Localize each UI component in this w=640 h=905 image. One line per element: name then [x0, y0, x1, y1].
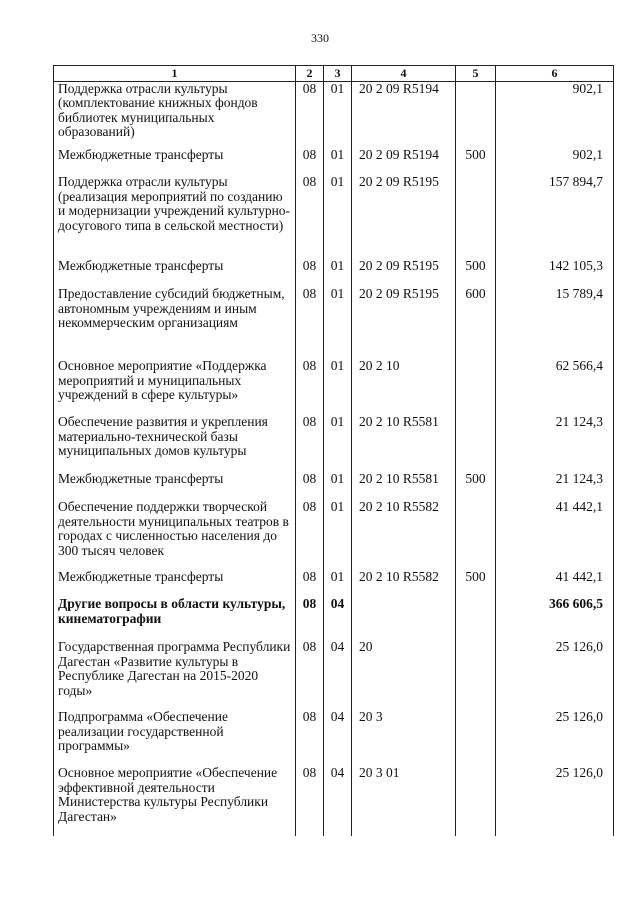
row-target-code: 20 2 10 R5581: [352, 472, 456, 500]
table-row: [54, 287, 614, 359]
header-row: [54, 66, 614, 82]
row-target-code: 20 2 10 R5582: [352, 500, 456, 570]
row-expense-type: 500: [456, 570, 496, 597]
row-expense-type: [456, 359, 496, 415]
row-amount: 902,1: [496, 148, 614, 175]
row-name: Государственная программа Республики Дагестан «Развитие культуры в Республике Дагестан на 2015-2020 годы»: [54, 640, 296, 710]
row-subsection-code: 04: [324, 597, 352, 640]
row-name: Подпрограмма «Обеспечение реализации государственной программы»: [54, 710, 296, 766]
row-section-code: 08: [296, 287, 324, 359]
row-name: Основное мероприятие «Поддержка мероприятий и муниципальных учреждений в сфере культуры»: [54, 359, 296, 415]
row-amount: 25 126,0: [496, 766, 614, 836]
budget-table: [53, 65, 614, 836]
table-row: [54, 640, 614, 710]
table-header: [54, 66, 614, 82]
table-row: [54, 472, 614, 500]
row-expense-type: [456, 597, 496, 640]
row-section-code: 08: [296, 640, 324, 710]
row-target-code: 20 3: [352, 710, 456, 766]
row-expense-type: 600: [456, 287, 496, 359]
row-section-code: 08: [296, 500, 324, 570]
row-name: Межбюджетные трансферты: [54, 259, 296, 287]
row-subsection-code: 01: [324, 415, 352, 472]
row-amount: 902,1: [496, 81, 614, 148]
row-amount: 41 442,1: [496, 500, 614, 570]
table-body: [54, 81, 614, 836]
row-name: Поддержка отрасли культуры (комплектование книжных фондов библиотек муниципальных образований): [54, 81, 296, 148]
row-target-code: 20 2 10 R5582: [352, 570, 456, 597]
row-amount: 15 789,4: [496, 287, 614, 359]
table-row: [54, 570, 614, 597]
row-name: Обеспечение поддержки творческой деятельности муниципальных театров в городах с численностью населения до 300 тысяч человек: [54, 500, 296, 570]
row-target-code: 20 2 09 R5195: [352, 259, 456, 287]
row-amount: 366 606,5: [496, 597, 614, 640]
row-name: Другие вопросы в области культуры, кинематографии: [54, 597, 296, 640]
row-name: Межбюджетные трансферты: [54, 570, 296, 597]
row-name: Основное мероприятие «Обеспечение эффективной деятельности Министерства культуры Республики Дагестан»: [54, 766, 296, 836]
row-target-code: 20 2 09 R5194: [352, 81, 456, 148]
row-subsection-code: 01: [324, 148, 352, 175]
row-target-code: [352, 597, 456, 640]
row-section-code: 08: [296, 81, 324, 148]
row-subsection-code: 04: [324, 710, 352, 766]
row-expense-type: 500: [456, 148, 496, 175]
header-col-1: 1: [54, 66, 296, 82]
header-col-6: 6: [496, 66, 614, 82]
row-target-code: 20 2 10 R5581: [352, 415, 456, 472]
row-section-code: 08: [296, 359, 324, 415]
row-subsection-code: 01: [324, 175, 352, 259]
row-amount: 25 126,0: [496, 640, 614, 710]
row-name: Межбюджетные трансферты: [54, 472, 296, 500]
page-number: 330: [311, 31, 329, 45]
row-target-code: 20 2 10: [352, 359, 456, 415]
row-name: Поддержка отрасли культуры (реализация мероприятий по созданию и модернизации учреждений культурно-досугового типа в сельской местности): [54, 175, 296, 259]
row-amount: 21 124,3: [496, 415, 614, 472]
row-subsection-code: 01: [324, 570, 352, 597]
row-amount: 62 566,4: [496, 359, 614, 415]
table-row: [54, 175, 614, 259]
table-row: [54, 415, 614, 472]
row-section-code: 08: [296, 710, 324, 766]
row-subsection-code: 01: [324, 500, 352, 570]
row-expense-type: [456, 766, 496, 836]
header-col-3: 3: [324, 66, 352, 82]
row-target-code: 20 2 09 R5195: [352, 175, 456, 259]
table-row: [54, 259, 614, 287]
row-subsection-code: 01: [324, 287, 352, 359]
row-subsection-code: 01: [324, 81, 352, 148]
table-row: [54, 81, 614, 148]
row-subsection-code: 01: [324, 472, 352, 500]
row-target-code: 20 2 09 R5195: [352, 287, 456, 359]
row-expense-type: [456, 710, 496, 766]
row-amount: 25 126,0: [496, 710, 614, 766]
row-section-code: 08: [296, 472, 324, 500]
row-expense-type: [456, 81, 496, 148]
row-target-code: 20: [352, 640, 456, 710]
row-amount: 21 124,3: [496, 472, 614, 500]
row-section-code: 08: [296, 148, 324, 175]
row-amount: 157 894,7: [496, 175, 614, 259]
row-section-code: 08: [296, 175, 324, 259]
row-expense-type: [456, 175, 496, 259]
row-subsection-code: 04: [324, 640, 352, 710]
row-target-code: 20 2 09 R5194: [352, 148, 456, 175]
row-target-code: 20 3 01: [352, 766, 456, 836]
row-subsection-code: 01: [324, 259, 352, 287]
row-section-code: 08: [296, 570, 324, 597]
row-amount: 41 442,1: [496, 570, 614, 597]
header-col-4: 4: [352, 66, 456, 82]
row-name: Обеспечение развития и укрепления материально-технической базы муниципальных домов культуры: [54, 415, 296, 472]
row-name: Межбюджетные трансферты: [54, 148, 296, 175]
table-row: [54, 766, 614, 836]
row-expense-type: [456, 415, 496, 472]
row-expense-type: [456, 640, 496, 710]
row-section-code: 08: [296, 766, 324, 836]
row-amount: 142 105,3: [496, 259, 614, 287]
row-subsection-code: 01: [324, 359, 352, 415]
row-section-code: 08: [296, 415, 324, 472]
header-col-2: 2: [296, 66, 324, 82]
row-expense-type: 500: [456, 472, 496, 500]
row-expense-type: [456, 500, 496, 570]
row-section-code: 08: [296, 597, 324, 640]
header-col-5: 5: [456, 66, 496, 82]
row-subsection-code: 04: [324, 766, 352, 836]
row-expense-type: 500: [456, 259, 496, 287]
row-section-code: 08: [296, 259, 324, 287]
table-row: [54, 597, 614, 640]
row-name: Предоставление субсидий бюджетным, автономным учреждениям и иным некоммерческим организациям: [54, 287, 296, 359]
table-row: [54, 500, 614, 570]
table-row: [54, 148, 614, 175]
table-row: [54, 710, 614, 766]
table-row: [54, 359, 614, 415]
